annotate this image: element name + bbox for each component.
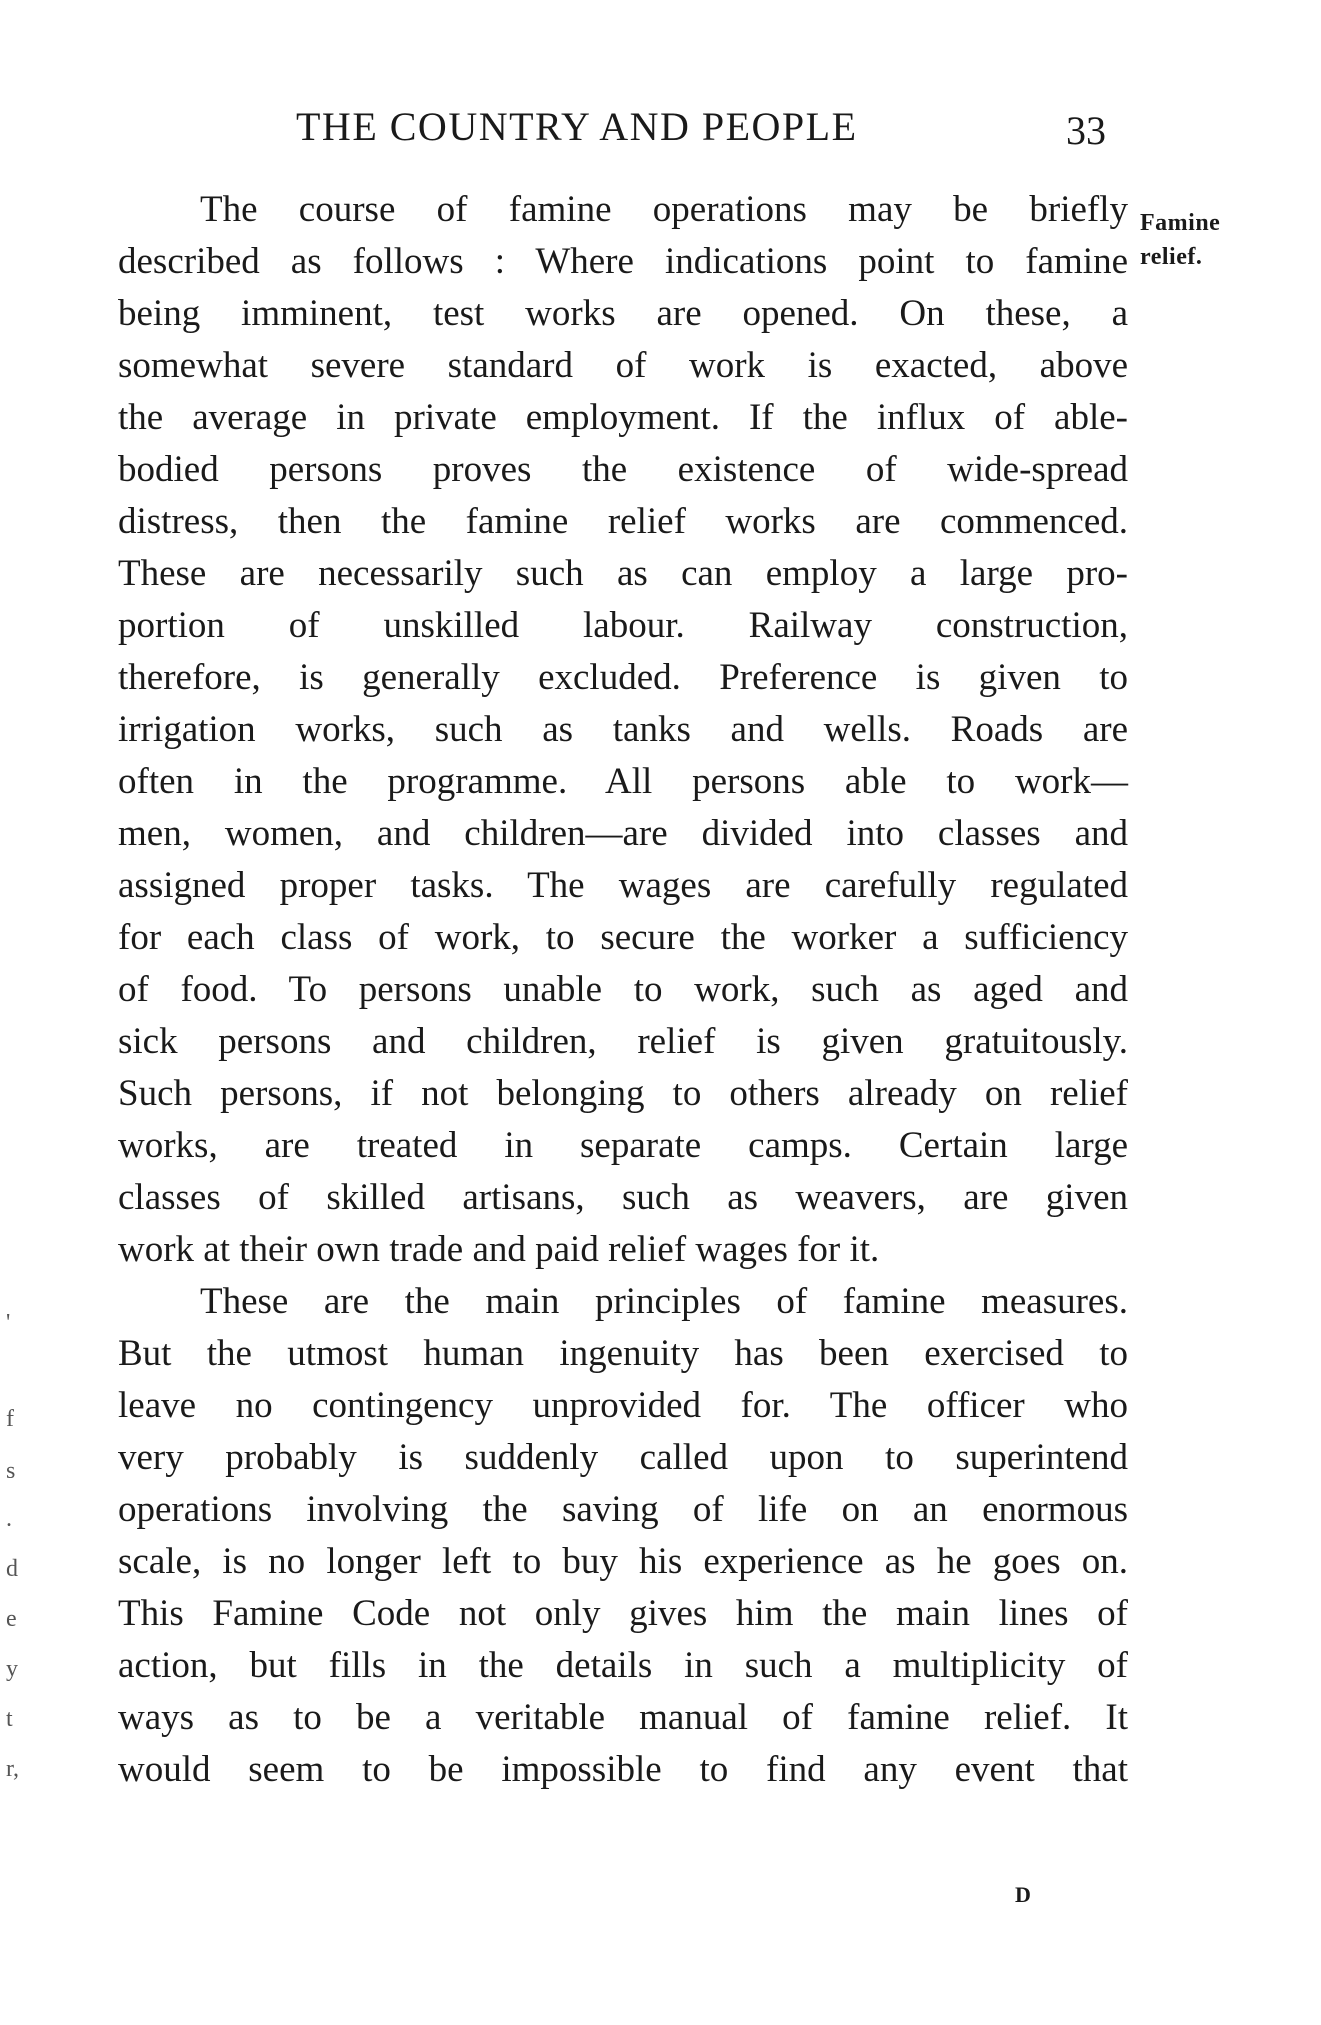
text-line: This Famine Code not only gives him the main lines of <box>118 1593 1128 1634</box>
sidenote-line: relief. <box>1140 244 1203 270</box>
text-line: scale, is no longer left to buy his experience as he goes on. <box>118 1541 1128 1582</box>
margin-mark: . <box>6 1506 12 1532</box>
text-line: being imminent, test works are opened. On these, a <box>118 293 1128 334</box>
text-line: distress, then the famine relief works are commenced. <box>118 501 1128 542</box>
text-line: would seem to be impossible to find any event that <box>118 1749 1128 1790</box>
text-line: action, but fills in the details in such a multiplicity of <box>118 1645 1128 1686</box>
text-line: the average in private employment. If the influx of able- <box>118 397 1128 438</box>
text-line: very probably is suddenly called upon to superintend <box>118 1437 1128 1478</box>
text-line: operations involving the saving of life on an enormous <box>118 1489 1128 1530</box>
text-line: ways as to be a veritable manual of famine relief. It <box>118 1697 1128 1738</box>
text-line: These are the main principles of famine measures. <box>200 1281 1128 1322</box>
text-line: bodied persons proves the existence of wide-spread <box>118 449 1128 490</box>
margin-mark: f <box>6 1406 14 1432</box>
margin-mark: e <box>6 1606 17 1632</box>
text-line: sick persons and children, relief is given gratuitously. <box>118 1021 1128 1062</box>
margin-mark: ' <box>6 1310 11 1336</box>
margin-mark: r, <box>6 1756 20 1782</box>
margin-mark: y <box>6 1656 18 1682</box>
margin-mark: t <box>6 1706 13 1732</box>
text-line: These are necessarily such as can employ a large pro- <box>118 553 1128 594</box>
text-line: described as follows : Where indications point to famine <box>118 241 1128 282</box>
signature-mark: D <box>1015 1882 1032 1907</box>
text-line: men, women, and children—are divided into classes and <box>118 813 1128 854</box>
text-line: for each class of work, to secure the worker a sufficiency <box>118 917 1128 958</box>
text-line: portion of unskilled labour. Railway construction, <box>118 605 1128 646</box>
text-line: works, are treated in separate camps. Certain large <box>118 1125 1128 1166</box>
text-line: classes of skilled artisans, such as weavers, are given <box>118 1177 1128 1218</box>
text-line: somewhat severe standard of work is exacted, above <box>118 345 1128 386</box>
text-line: assigned proper tasks. The wages are carefully regulated <box>118 865 1128 906</box>
text-line: irrigation works, such as tanks and wells. Roads are <box>118 709 1128 750</box>
margin-sidenote <box>1140 206 1290 274</box>
paragraph-2 <box>118 1276 1128 1796</box>
text-line: Such persons, if not belonging to others already on relief <box>118 1073 1128 1114</box>
body-text <box>118 184 1128 1796</box>
running-title: THE COUNTRY AND PEOPLE <box>296 104 858 149</box>
running-head <box>120 102 1120 152</box>
margin-mark: s <box>6 1458 16 1484</box>
text-line: therefore, is generally excluded. Preference is given to <box>118 657 1128 698</box>
text-line: leave no contingency unprovided for. The officer who <box>118 1385 1128 1426</box>
text-line: work at their own trade and paid relief wages for it. <box>118 1229 880 1270</box>
text-line: often in the programme. All persons able to work— <box>118 761 1128 802</box>
text-line: The course of famine operations may be briefly <box>200 189 1128 230</box>
page-number: 33 <box>1066 108 1106 153</box>
text-line: But the utmost human ingenuity has been exercised to <box>118 1333 1128 1374</box>
left-margin-bleed-marks <box>0 1310 30 1810</box>
text-line: of food. To persons unable to work, such as aged and <box>118 969 1128 1010</box>
paragraph-1 <box>118 184 1128 1276</box>
margin-mark: d <box>6 1556 18 1582</box>
sidenote-line: Famine <box>1140 210 1221 236</box>
